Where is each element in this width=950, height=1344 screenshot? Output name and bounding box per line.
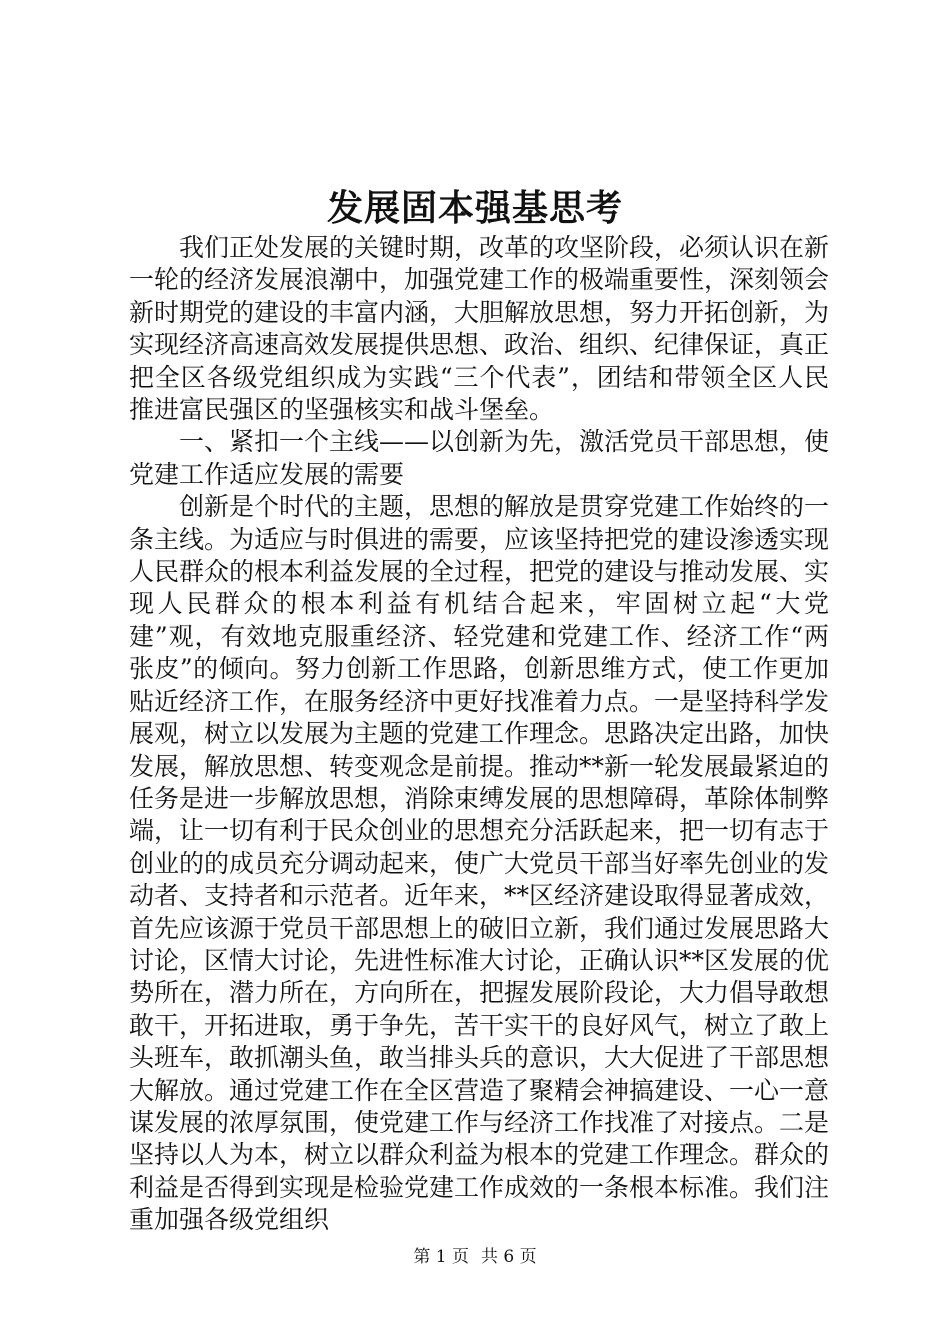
page-footer bbox=[0, 1246, 950, 1268]
page-total: 共 6 页 bbox=[481, 1247, 537, 1267]
body-paragraph: 创新是个时代的主题，思想的解放是贯穿党建工作始终的一条主线。为适应与时俱进的需要，应该坚持把党的建设渗透实现人民群众的根本利益发展的全过程，把党的建设与推动发展、实现人民群众的根本利益有机结合起来，牢固树立起“大党建”观，有效地克服重经济、轻党建和党建工作、经济工作“两张皮”的倾向。努力创新工作思路，创新思维方式，使工作更加贴近经济工作，在服务经济中更好找准着力点。一是坚持科学发展观，树立以发展为主题的党建工作理念。思路决定出路，加快发展，解放思想、转变观念是前提。推动**新一轮发展最紧迫的任务是进一步解放思想，消除束缚发展的思想障碍，革除体制弊端，让一切有利于民众创业的思想充分活跃起来，把一切有志于创业的的成员充分调动起来，使广大党员干部当好率先创业的发动者、支持者和示范者。近年来，**区经济建设取得显著成效，首先应该源于党员干部思想上的破旧立新，我们通过发展思路大讨论，区情大讨论，先进性标准大讨论，正确认识**区发展的优势所在，潜力所在，方向所在，把握发展阶段论，大力倡导敢想敢干，开拓进取，勇于争先，苦干实干的良好风气，树立了敢上头班车，敢抓潮头鱼，敢当排头兵的意识，大大促进了干部思想大解放。通过党建工作在全区营造了聚精会神搞建设、一心一意谋发展的浓厚氛围，使党建工作与经济工作找准了对接点。二是坚持以人为本，树立以群众利益为根本的党建工作理念。群众的利益是否得到实现是检验党建工作成效的一条根本标准。我们注重加强各级党组织 bbox=[129, 492, 830, 1235]
document-title: 发展固本强基思考 bbox=[326, 187, 623, 229]
page-number: 第 1 页 bbox=[413, 1247, 469, 1267]
intro-paragraph: 我们正处发展的关键时期，改革的攻坚阶段，必须认识在新一轮的经济发展浪潮中，加强党建工作的极端重要性，深刻领会新时期党的建设的丰富内涵，大胆解放思想，努力开拓创新，为实现经济高速高效发展提供思想、政治、组织、纪律保证，真正把全区各级党组织成为实践“三个代表”，团结和带领全区人民推进富民强区的坚强核实和战斗堡垒。 bbox=[129, 233, 830, 425]
document-body bbox=[129, 232, 829, 1237]
section-heading: 一、紧扣一个主线——以创新为先，激活党员干部思想，使党建工作适应发展的需要 bbox=[129, 427, 830, 489]
